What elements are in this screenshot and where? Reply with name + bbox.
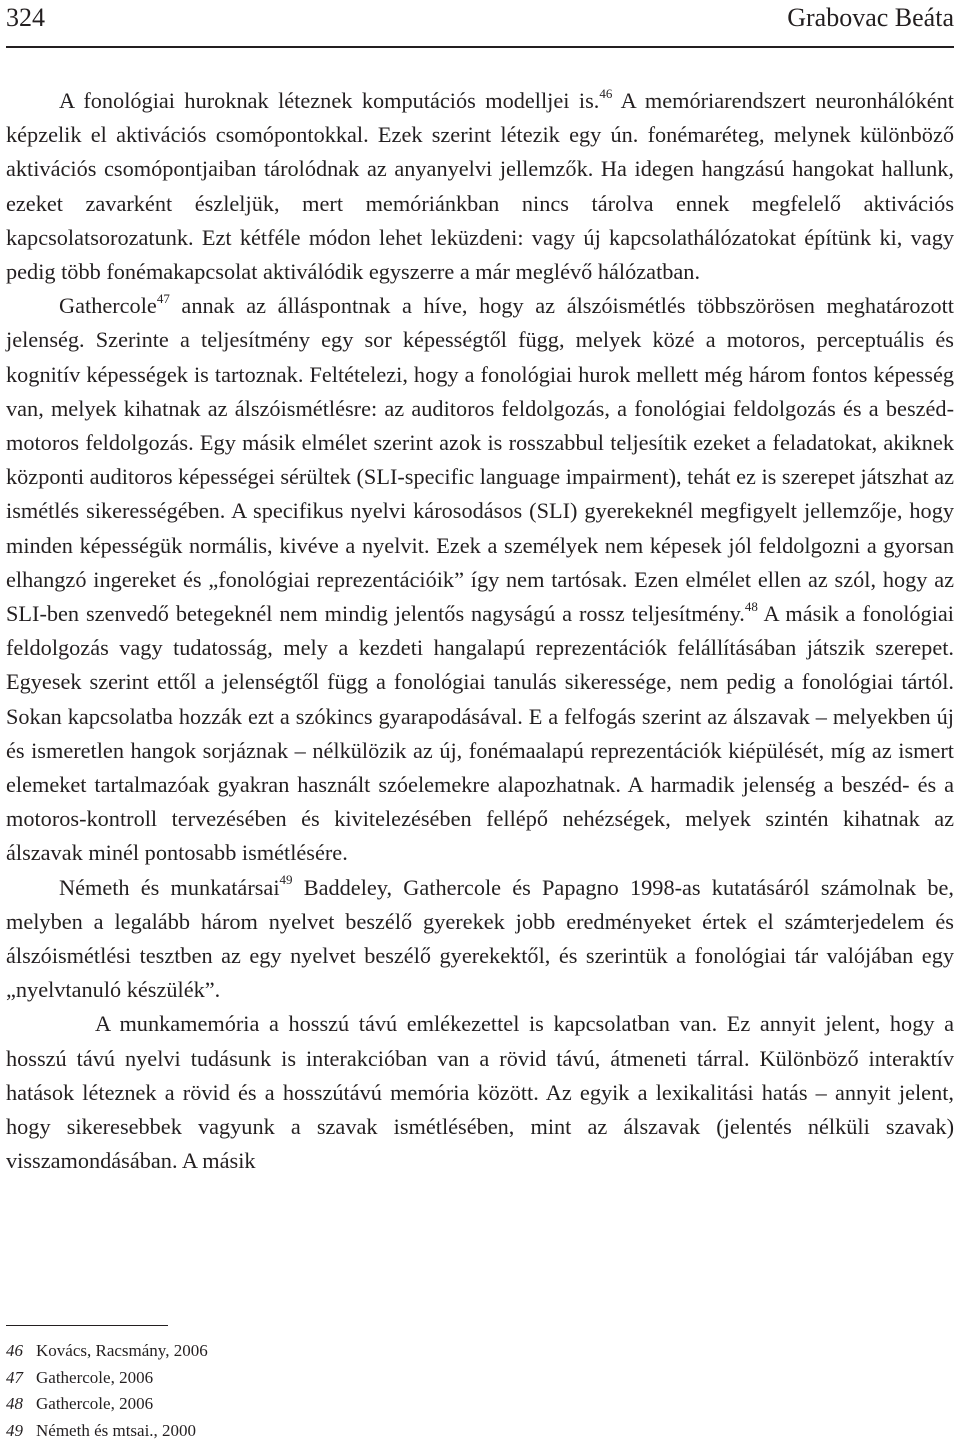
text-run: A fonológiai huroknak léteznek komputációs modelljei is.	[59, 88, 599, 113]
text-run: A munkamemória a hosszú távú emlékezettel is kapcsolatban van. Ez annyit jelent, hogy a hosszú távú nyelvi tudásunk is interakcióban van a rövid távú, átmeneti tárral. Különböző interaktív hatások léteznek a rövid és a hosszútávú memória között. Az egyik a lexikalitási hatás – annyit jelent, hogy sikeresebbek vagyunk a szavak ismétlésében, mint az álszavak (jelentés nélküli szavak) visszamondásában. A másik	[6, 1011, 954, 1173]
footnote-text: Kovács, Racsmány, 2006	[36, 1341, 208, 1360]
footnote-text: Gathercole, 2006	[36, 1368, 153, 1387]
footnote-text: Gathercole, 2006	[36, 1394, 153, 1413]
footnote-text: Németh és mtsai., 2000	[36, 1421, 196, 1440]
footnote-ref-47[interactable]: 47	[157, 291, 170, 306]
running-head-author: Grabovac Beáta	[787, 2, 954, 34]
text-run: Gathercole	[59, 293, 157, 318]
paragraph-3	[6, 871, 954, 1008]
body-text	[6, 84, 954, 1179]
footnote-number: 46	[6, 1338, 36, 1365]
text-run: annak az álláspontnak a híve, hogy az álszóismétlés többszörösen meghatározott jelenség. Szerinte a teljesítmény egy sor képességtől függ, melyek közé a motoros, perceptuális és kognitív képességek is tartoznak. Feltételezi, hogy a fonológiai hurok mellett még három fontos képesség van, melyek kihatnak az álszóismétlésre: az auditoros feldolgozás, a fonológiai feldolgozás és a beszéd-motoros feldolgozás. Egy másik elmélet szerint azok is rosszabbul teljesítik ezeket a feladatokat, akiknek központi auditoros képességei sérültek (SLI-specific language impairment), tehát ez is szerepet játszhat az ismétlés sikerességében. A specifikus nyelvi károsodásos (SLI) gyerekeknél megfigyelt jellemzője, hogy minden képességük normális, kivéve a nyelvit. Ezek a személyek nem képesek jól feldolgozni a gyorsan elhangzó ingereket és „fonológiai reprezentációik” így nem tartósak. Ezen elmélet ellen az szól, hogy az SLI-ben szenvedő betegeknél nem mindig jelentős nagyságú a rossz teljesítmény.	[6, 293, 954, 626]
text-run: Baddeley, Gathercole és Papagno 1998-as kutatásáról számolnak be, melyben a legalább három nyelvet beszélő gyerekek jobb eredményeket értek el számterjedelem és álszóismétlési tesztben az egy nyelvet beszélő gyerekektől, és szerintük a fonológiai tár valójában egy „nyelvtanuló készülék”.	[6, 875, 954, 1003]
footnote-48	[6, 1391, 208, 1418]
page-header	[6, 0, 954, 48]
footnote-46	[6, 1338, 208, 1365]
text-run: A másik a fonológiai feldolgozás vagy tudatosság, mely a kezdeti hangalapú reprezentációk felállításában játszik szerepet. Egyesek szerint ettől a jelenségtől függ a fonológiai tanulás sikeressége, nem pedig a fonológiai tártól. Sokan kapcsolatba hozzák ezt a szókincs gyarapodásával. E a felfogás szerint az álszavak – melyekben új és ismeretlen hangok sorjáznak – nélkülözik az új, fonémaalapú reprezentációk kiépülését, míg az ismert elemeket tartalmazóak gyakran használt szóelemekre alapozhatnak. A harmadik jelenség a beszéd- és a motoros-kontroll tervezésében és kivitelezésében fellépő nehézségek, melyek szintén kihatnak az álszavak minél pontosabb ismétlésére.	[6, 601, 954, 865]
footnote-number: 48	[6, 1391, 36, 1418]
text-run: A memóriarendszert neuronhálóként képzelik el aktivációs csomópontokkal. Ezek szerint létezik egy ún. fonémaréteg, melynek különböző aktivációs csomópontjaiban tárolódnak az anyanyelvi jellemzők. Ha idegen hangzású hangokat hallunk, ezeket zavarként észleljük, mert memóriánkban nincs tárolva ennek megfelelő aktivációs kapcsolatsorozatunk. Ezt kétféle módon lehet leküzdeni: vagy új kapcsolathálózatokat építünk ki, vagy pedig több fonémakapcsolat aktiválódik egyszerre a már meglévő hálózatban.	[6, 88, 954, 284]
footnote-number: 49	[6, 1418, 36, 1444]
footnote-separator	[6, 1325, 168, 1326]
footnotes	[6, 1338, 208, 1444]
footnote-ref-49[interactable]: 49	[280, 872, 293, 887]
footnote-49	[6, 1418, 208, 1444]
text-run: Németh és munkatársai	[59, 875, 280, 900]
page-number: 324	[6, 2, 45, 34]
footnote-ref-46[interactable]: 46	[599, 86, 612, 101]
footnote-ref-48[interactable]: 48	[745, 599, 758, 614]
footnote-number: 47	[6, 1365, 36, 1392]
paragraph-1	[6, 84, 954, 289]
paragraph-4	[6, 1007, 954, 1178]
paragraph-2	[6, 289, 954, 870]
footnote-47	[6, 1365, 208, 1392]
